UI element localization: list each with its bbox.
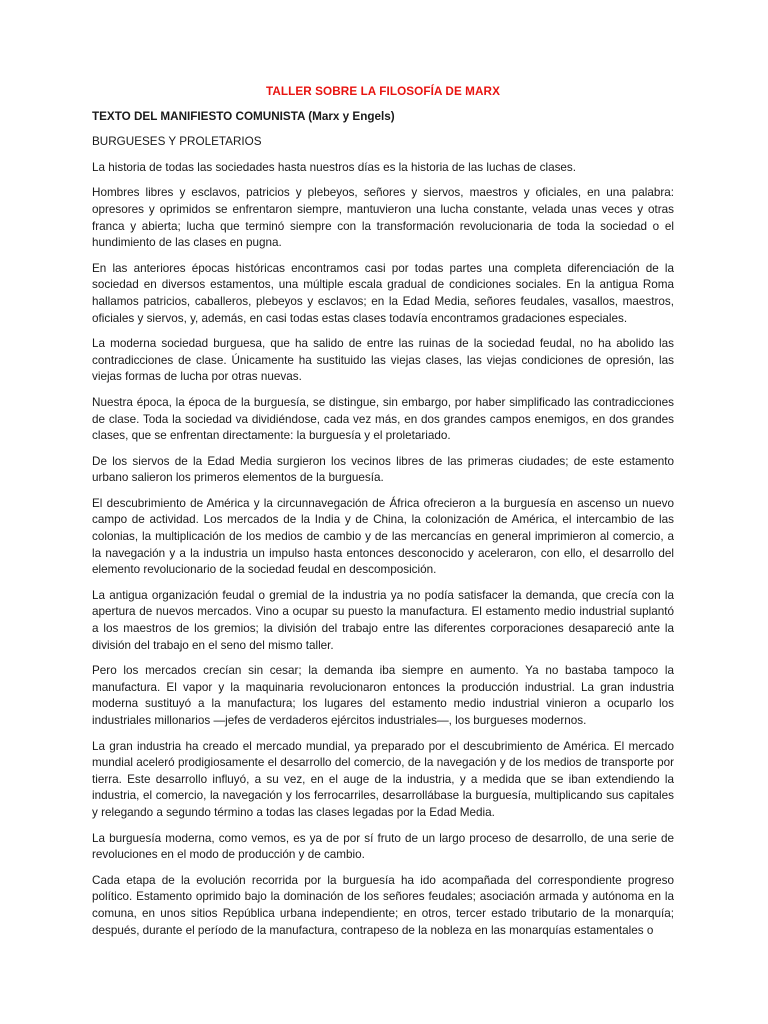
paragraph-6: De los siervos de la Edad Media surgieron los vecinos libres de las primeras ciudades; de este estamento urbano salieron los primeros elementos de la burguesía.	[92, 454, 674, 485]
document-title: TALLER SOBRE LA FILOSOFÍA DE MARX	[265, 85, 500, 98]
paragraph-7: El descubrimiento de América y la circunnavegación de África ofrecieron a la burguesía en ascenso un nuevo campo de actividad. Los mercados de la India y de China, la colonización de América, el intercambio de las colonias, la multiplicación de los medios de cambio y de las mercancías en general imprimieron al comercio, a la navegación y a la industria un impulso hasta entonces desconocido y aceleraron, con ello, el desarrollo del elemento revolucionario de la sociedad feudal en descomposición.	[92, 496, 674, 577]
document-subtitle: TEXTO DEL MANIFIESTO COMUNISTA (Marx y Engels)	[92, 109, 395, 123]
paragraph-3: En las anteriores épocas históricas encontramos casi por todas partes una completa diferenciación de la sociedad en diversos estamentos, una múltiple escala gradual de condiciones sociales. En la antigua Roma hallamos patricios, caballeros, plebeyos y esclavos; en la Edad Media, señores feudales, vasallos, maestros, oficiales y siervos, y, además, en casi todas estas clases todavía encontramos gradaciones especiales.	[92, 261, 674, 325]
paragraph-1: La historia de todas las sociedades hasta nuestros días es la historia de las luchas de clases.	[92, 160, 577, 174]
paragraph-11: La burguesía moderna, como vemos, es ya de por sí fruto de un largo proceso de desarrollo, de una serie de revoluciones en el modo de producción y de cambio.	[92, 831, 674, 862]
paragraph-4: La moderna sociedad burguesa, que ha salido de entre las ruinas de la sociedad feudal, no ha abolido las contradicciones de clase. Únicamente ha sustituido las viejas clases, las viejas condiciones de opresión, las viejas formas de lucha por otras nuevas.	[92, 337, 674, 384]
paragraph-9: Pero los mercados crecían sin cesar; la demanda iba siempre en aumento. Ya no bastaba tampoco la manufactura. El vapor y la maquinaria revolucionaron entonces la producción industrial. La gran industria moderna sustituyó a la manufactura; los lugares del estamento medio industrial vinieron a ocuparlo los industriales millonarios —jefes de verdaderos ejércitos industriales—, los burgueses modernos.	[92, 664, 674, 727]
paragraph-10: La gran industria ha creado el mercado mundial, ya preparado por el descubrimiento de América. El mercado mundial aceleró prodigiosamente el desarrollo del comercio, de la navegación y de los medios de transporte por tierra. Este desarrollo influyó, a su vez, en el auge de la industria, y a medida que se iban extendiendo la industria, el comercio, la navegación y los ferrocarriles, desarrollábase la burguesía, multiplicando sus capitales y relegando a segundo término a todas las clases legadas por la Edad Media.	[92, 739, 674, 819]
paragraph-2: Hombres libres y esclavos, patricios y plebeyos, señores y siervos, maestros y oficiales, en una palabra: opresores y oprimidos se enfrentaron siempre, mantuvieron una lucha constante, velada unas veces y otras franca y abierta; lucha que terminó siempre con la transformación revolucionaria de toda la sociedad o el hundimiento de las clases en pugna.	[92, 186, 674, 250]
paragraph-5: Nuestra época, la época de la burguesía, se distingue, sin embargo, por haber simplificado las contradicciones de clase. Toda la sociedad va dividiéndose, cada vez más, en dos grandes campos enemigos, en dos grandes clases, que se enfrentan directamente: la burguesía y el proletariado.	[92, 395, 674, 443]
section-heading: BURGUESES Y PROLETARIOS	[92, 135, 262, 149]
paragraph-12: Cada etapa de la evolución recorrida por la burguesía ha ido acompañada del correspondiente progreso político. Estamento oprimido bajo la dominación de los señores feudales; asociación armada y autónoma en la comuna, en unos sitios República urbana independiente; en otros, tercer estado tributario de la monarquía; después, durante el período de la manufactura, contrapeso de la nobleza en las monarquías estamentales o	[92, 873, 674, 937]
paragraph-8: La antigua organización feudal o gremial de la industria ya no podía satisfacer la demanda, que crecía con la apertura de nuevos mercados. Vino a ocupar su puesto la manufactura. El estamento medio industrial suplantó a los maestros de los gremios; la división del trabajo entre las diferentes corporaciones desapareció ante la división del trabajo en el seno del mismo taller.	[92, 588, 674, 652]
